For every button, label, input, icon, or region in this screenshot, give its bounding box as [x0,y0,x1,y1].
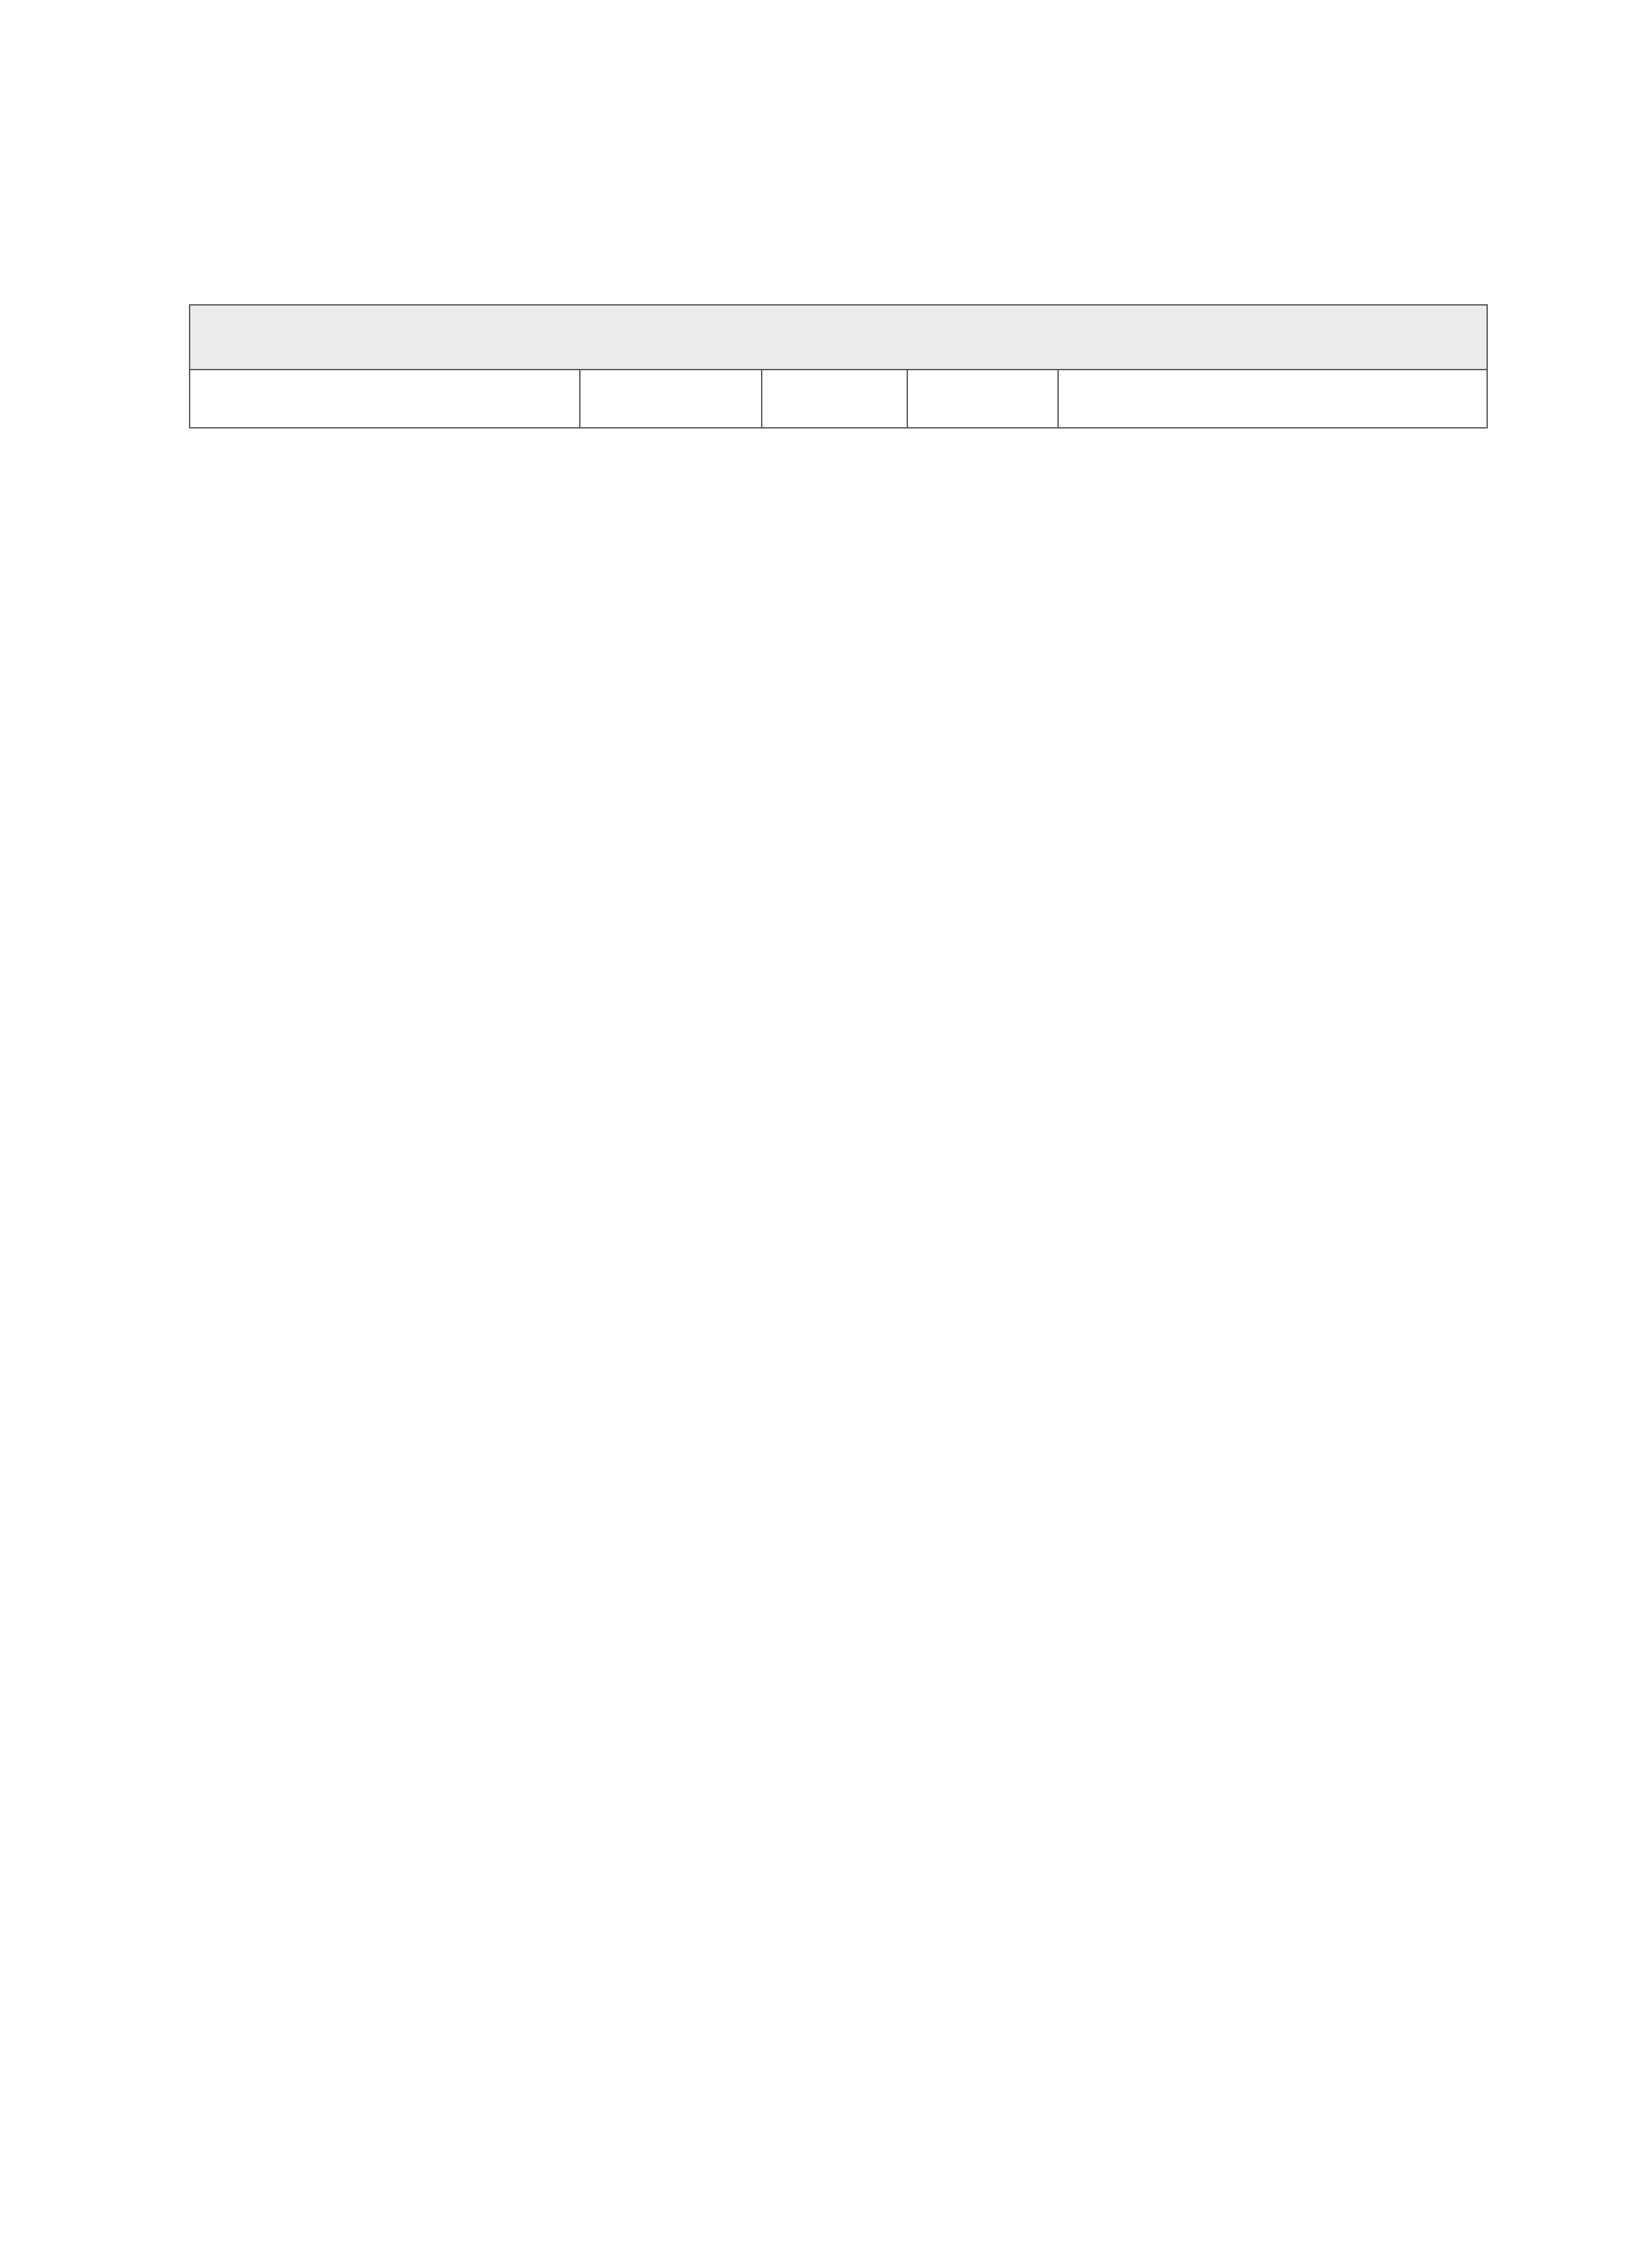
column-header-prereq [580,370,762,428]
course-table [189,304,1488,428]
term-header-row [190,305,1487,370]
column-header-notes [190,370,580,428]
column-header-row [190,370,1487,428]
term-title [190,305,1487,370]
column-header-type [907,370,1058,428]
column-header-name [1058,370,1487,428]
course-table-body [190,305,1487,428]
column-header-units [762,370,907,428]
